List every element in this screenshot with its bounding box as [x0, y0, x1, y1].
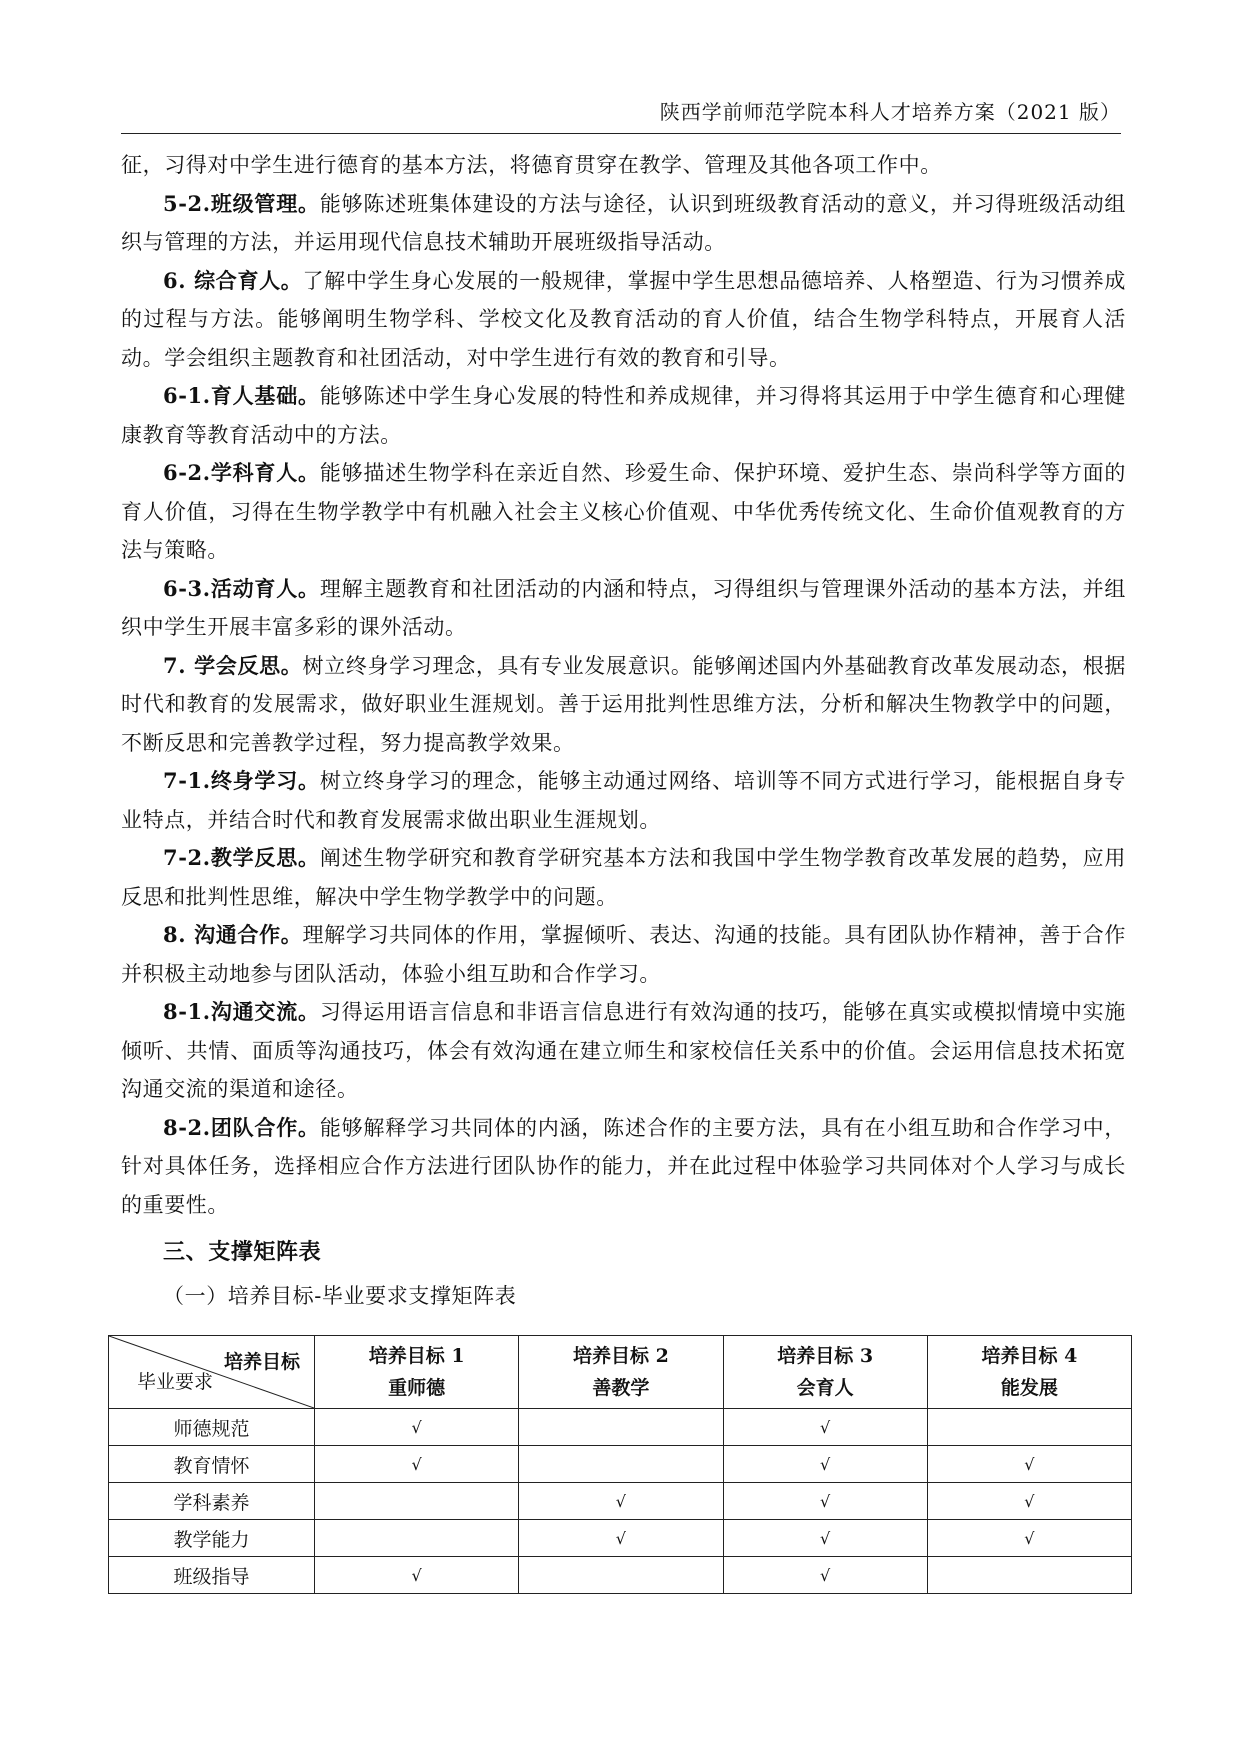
matrix-row — [109, 1446, 1132, 1483]
column-sub: 会育人 — [796, 1377, 854, 1399]
document-body — [121, 146, 1126, 1318]
check-mark-icon: √ — [411, 1418, 422, 1437]
check-mark-icon: √ — [820, 1492, 831, 1511]
column-name: 培养目标 2 — [572, 1345, 669, 1367]
matrix-cell — [723, 1409, 927, 1446]
matrix-column-header — [315, 1336, 519, 1409]
column-sub: 重师德 — [388, 1377, 446, 1399]
paragraph-lead: 8-1.沟通交流。 — [163, 999, 320, 1024]
matrix-cell — [927, 1483, 1131, 1520]
matrix-row — [109, 1483, 1132, 1520]
paragraph-lead: 6-2.学科育人。 — [163, 460, 320, 485]
matrix-cell — [519, 1557, 723, 1594]
section-title: 三、支撑矩阵表 — [163, 1239, 322, 1265]
check-mark-icon: √ — [411, 1566, 422, 1585]
paragraph-text: 了解中学生身心发展的一般规律，掌握中学生思想品德培养、人格塑造、行为习惯养成的过程与方法。能够阐明生物学科、学校文化及教育活动的育人价值，结合生物学科特点，开展育人活动。学会组织主题教育和社团活动，对中学生进行有效的教育和引导。 — [121, 268, 1126, 370]
column-name: 培养目标 3 — [777, 1345, 874, 1367]
matrix-cell — [519, 1446, 723, 1483]
matrix-row-label: 师德规范 — [109, 1409, 315, 1446]
check-mark-icon: √ — [820, 1455, 831, 1474]
column-sub: 能发展 — [1000, 1377, 1058, 1399]
paragraph-lead: 7-1.终身学习。 — [163, 768, 320, 793]
check-mark-icon: √ — [820, 1418, 831, 1437]
matrix-cell — [723, 1483, 927, 1520]
check-mark-icon: √ — [1024, 1529, 1035, 1548]
matrix-column-header — [723, 1336, 927, 1409]
paragraph-text: 理解学习共同体的作用，掌握倾听、表达、沟通的技能。具有团队协作精神，善于合作并积极主动地参与团队活动，体验小组互助和合作学习。 — [121, 923, 1126, 986]
paragraph-lead: 7-2.教学反思。 — [163, 845, 320, 870]
paragraph-text: 阐述生物学研究和教育学研究基本方法和我国中学生物学教育改革发展的趋势，应用反思和批判性思维，解决中学生物学教学中的问题。 — [121, 846, 1127, 909]
paragraph-text: 树立终身学习理念，具有专业发展意识。能够阐述国内外基础教育改革发展动态，根据时代和教育的发展需求，做好职业生涯规划。善于运用批判性思维方法，分析和解决生物教学中的问题，不断反思和完善教学过程，努力提高教学效果。 — [121, 653, 1126, 755]
matrix-cell — [315, 1520, 519, 1557]
check-mark-icon: √ — [820, 1566, 831, 1585]
paragraph — [121, 377, 1126, 454]
matrix-row-label: 教学能力 — [109, 1520, 315, 1557]
paragraph-lead: 8-2.团队合作。 — [163, 1114, 320, 1140]
matrix-corner-cell — [109, 1336, 315, 1409]
paragraph — [121, 146, 1126, 185]
paragraph — [121, 839, 1126, 916]
column-sub: 善教学 — [592, 1377, 650, 1399]
paragraph-lead: 5-2.班级管理。 — [163, 190, 320, 216]
paragraph-lead: 8. 沟通合作。 — [163, 922, 303, 947]
check-mark-icon: √ — [820, 1529, 831, 1548]
matrix-cell — [519, 1520, 723, 1557]
paragraph — [121, 916, 1126, 993]
matrix-row-label: 教育情怀 — [109, 1446, 315, 1483]
paragraph — [121, 762, 1126, 839]
matrix-column-header — [927, 1336, 1131, 1409]
matrix-cell — [927, 1557, 1131, 1594]
paragraph-lead: 6. 综合育人。 — [163, 267, 303, 293]
check-mark-icon: √ — [1024, 1492, 1035, 1511]
paragraph-lead: 6-3.活动育人。 — [163, 575, 320, 601]
paragraph-lead: 6-1.育人基础。 — [163, 383, 320, 408]
matrix-cell — [315, 1446, 519, 1483]
paragraph-text: 理解主题教育和社团活动的内涵和特点，习得组织与管理课外活动的基本方法，并组织中学生开展丰富多彩的课外活动。 — [121, 576, 1127, 639]
matrix-cell — [927, 1520, 1131, 1557]
paragraph-text: 能够陈述中学生身心发展的特性和养成规律，并习得将其运用于中学生德育和心理健康教育等教育活动中的方法。 — [121, 384, 1127, 447]
matrix-column-header — [519, 1336, 723, 1409]
paragraph — [121, 570, 1126, 647]
paragraph-lead: 7. 学会反思。 — [163, 652, 303, 678]
check-mark-icon: √ — [615, 1529, 626, 1548]
matrix-cell — [315, 1557, 519, 1594]
column-name: 培养目标 4 — [981, 1345, 1078, 1367]
corner-top-label: 培养目标 — [223, 1351, 300, 1373]
paragraph-text: 征，习得对中学生进行德育的基本方法，将德育贯穿在教学、管理及其他各项工作中。 — [121, 153, 942, 177]
paragraph — [121, 647, 1126, 763]
matrix-cell — [927, 1446, 1131, 1483]
matrix-row-label: 学科素养 — [109, 1483, 315, 1520]
paragraph — [121, 1109, 1126, 1225]
paragraph — [121, 454, 1126, 570]
check-mark-icon: √ — [411, 1455, 422, 1474]
matrix-cell — [927, 1409, 1131, 1446]
page-header — [121, 96, 1121, 134]
matrix-cell — [723, 1446, 927, 1483]
paragraph-list — [121, 146, 1126, 1224]
matrix-cell — [723, 1557, 927, 1594]
matrix-row — [109, 1409, 1132, 1446]
paragraph-text: 能够陈述班集体建设的方法与途径，认识到班级教育活动的意义，并习得班级活动组织与管理的方法，并运用现代信息技术辅助开展班级指导活动。 — [121, 191, 1127, 254]
matrix-header-row — [109, 1336, 1132, 1409]
matrix-cell — [315, 1483, 519, 1520]
section-subtitle: （一）培养目标-毕业要求支撑矩阵表 — [163, 1284, 517, 1308]
paragraph-text: 树立终身学习的理念，能够主动通过网络、培训等不同方式进行学习，能根据自身专业特点，并结合时代和教育发展需求做出职业生涯规划。 — [121, 769, 1127, 832]
paragraph — [121, 993, 1126, 1109]
corner-bottom-label: 毕业要求 — [137, 1371, 214, 1393]
matrix-cell — [519, 1483, 723, 1520]
paragraph — [121, 185, 1126, 262]
matrix-cell — [315, 1409, 519, 1446]
matrix-row — [109, 1557, 1132, 1594]
check-mark-icon: √ — [1024, 1455, 1035, 1474]
matrix-body — [109, 1409, 1132, 1594]
header-title: 陕西学前师范学院本科人才培养方案（2021 版） — [659, 100, 1121, 124]
paragraph-text: 习得运用语言信息和非语言信息进行有效沟通的技巧，能够在真实或模拟情境中实施倾听、共情、面质等沟通技巧，体会有效沟通在建立师生和家校信任关系中的价值。会运用信息技术拓宽沟通交流的渠道和途径。 — [121, 1000, 1127, 1101]
paragraph-text: 能够描述生物学科在亲近自然、珍爱生命、保护环境、爱护生态、崇尚科学等方面的育人价值，习得在生物学教学中有机融入社会主义核心价值观、中华优秀传统文化、生命价值观教育的方法与策略。 — [121, 461, 1127, 562]
matrix-cell — [723, 1520, 927, 1557]
matrix-row-label: 班级指导 — [109, 1557, 315, 1594]
check-mark-icon: √ — [615, 1492, 626, 1511]
support-matrix-table — [108, 1335, 1132, 1594]
matrix-cell — [519, 1409, 723, 1446]
paragraph-text: 能够解释学习共同体的内涵，陈述合作的主要方法，具有在小组互助和合作学习中，针对具体任务，选择相应合作方法进行团队协作的能力，并在此过程中体验学习共同体对个人学习与成长的重要性。 — [121, 1115, 1127, 1217]
matrix-row — [109, 1520, 1132, 1557]
paragraph — [121, 262, 1126, 378]
column-name: 培养目标 1 — [368, 1345, 465, 1367]
